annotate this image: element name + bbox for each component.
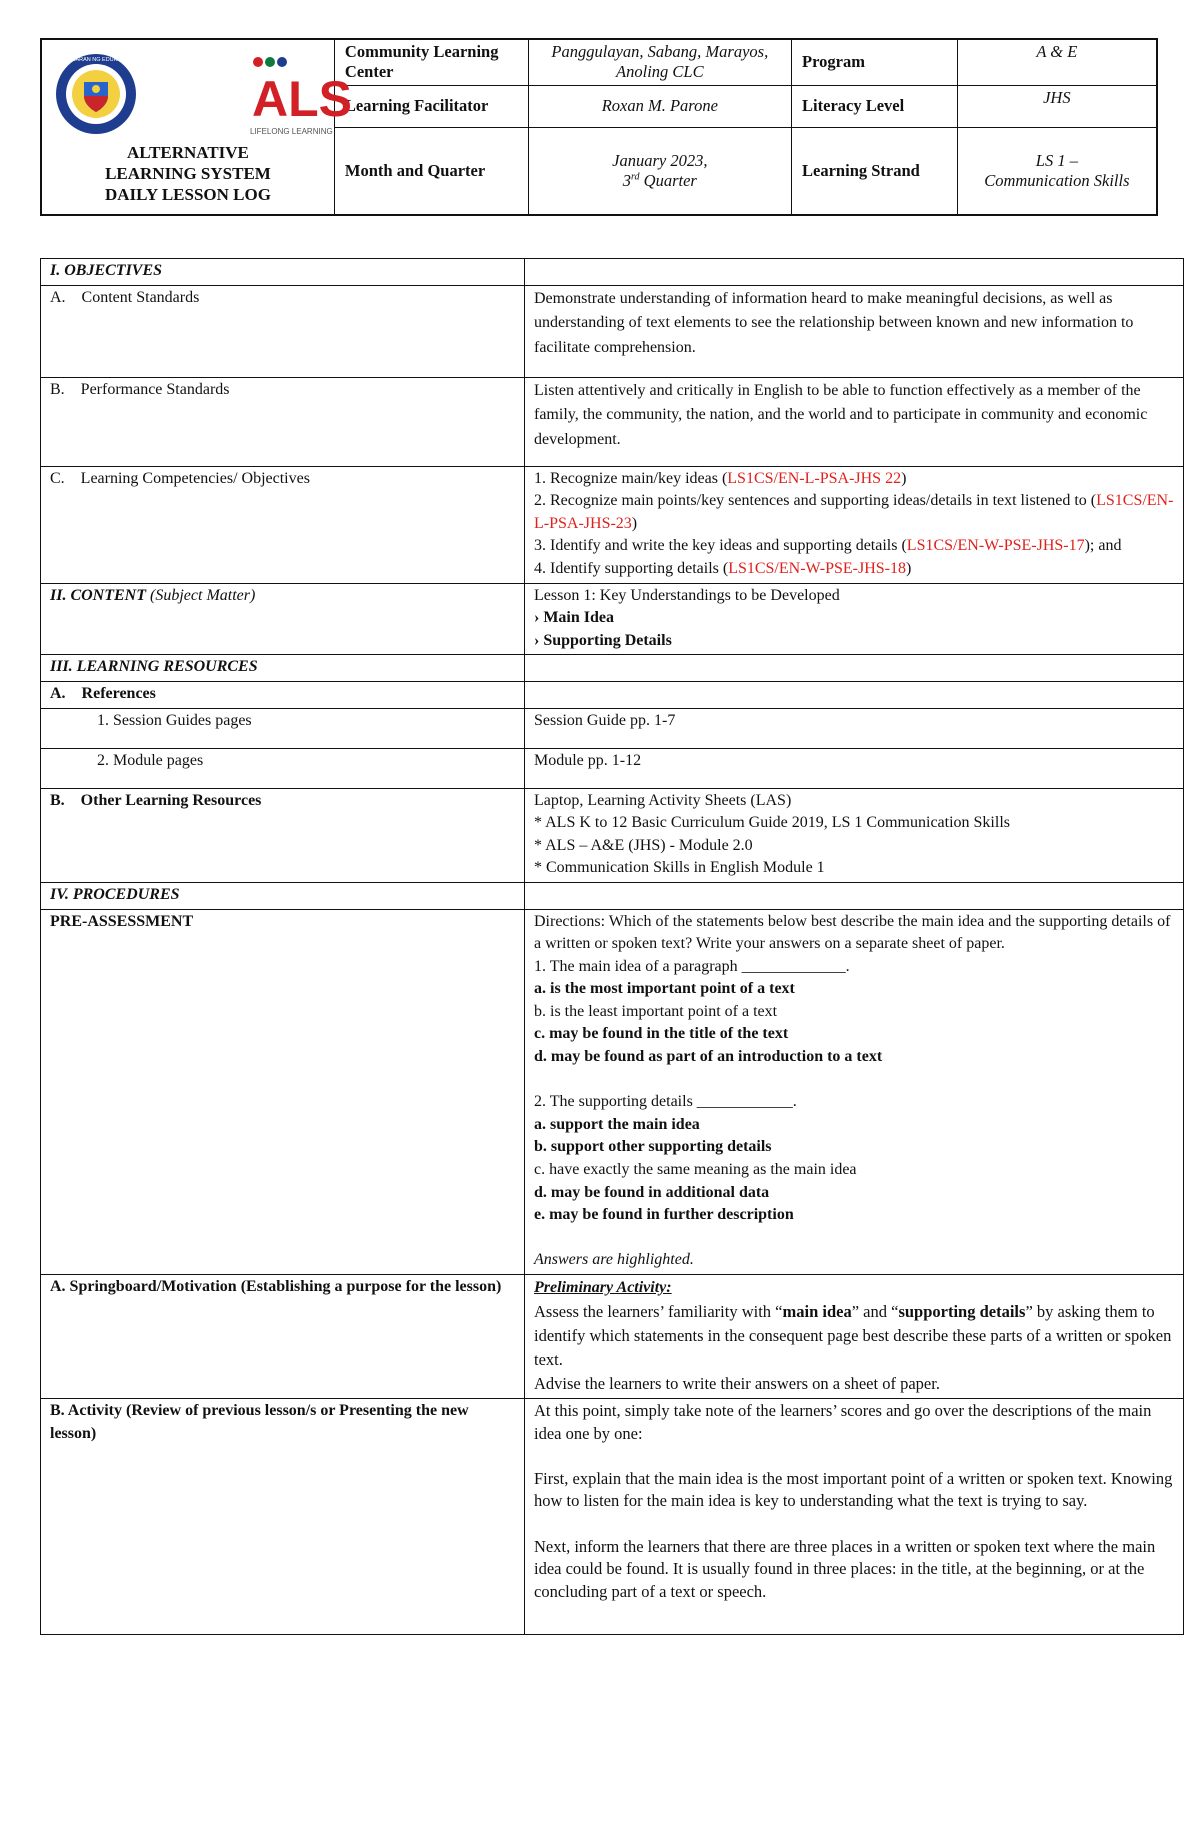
strand-value <box>957 127 1157 215</box>
resources-title: III. LEARNING RESOURCES <box>41 655 525 682</box>
clc-label: Community Learning Center <box>334 39 528 85</box>
lesson-title: Lesson 1: Key Understandings to be Developed <box>534 586 840 604</box>
table-row <box>41 259 1184 286</box>
strand-line-2: Communication Skills <box>984 170 1130 190</box>
deped-seal-icon <box>54 52 138 136</box>
objectives-title: I. OBJECTIVES <box>41 259 525 286</box>
choice: a. is the most important point of a text <box>534 980 795 998</box>
table-row <box>41 466 1184 583</box>
table-row <box>41 1275 1184 1399</box>
activity-content <box>525 1399 1184 1635</box>
springboard-label: A. Springboard/Motivation (Establishing a purpose for the lesson) <box>41 1275 525 1399</box>
table-row <box>41 788 1184 882</box>
advise-text: Advise the learners to write their answers on a sheet of paper. <box>534 1374 940 1393</box>
list-item: Laptop, Learning Activity Sheets (LAS) <box>534 791 792 809</box>
title-line: LEARNING SYSTEM <box>105 164 271 183</box>
pre-assessment-label: PRE-ASSESSMENT <box>41 909 525 1275</box>
competency-item: 4. Identify supporting details (LS1CS/EN-W-PSE-JHS-18) <box>534 559 912 577</box>
lesson-table <box>40 258 1184 1635</box>
choice: c. have exactly the same meaning as the main idea <box>534 1161 857 1179</box>
question: 2. The supporting details ____________. <box>534 1093 797 1111</box>
performance-standards-label: B. Performance Standards <box>41 377 525 466</box>
competency-item: 1. Recognize main/key ideas (LS1CS/EN-L-PSA-JHS 22) <box>534 469 907 487</box>
strand-line-1: LS 1 – <box>1035 150 1078 170</box>
pre-assessment-content <box>525 909 1184 1275</box>
facilitator-label: Learning Facilitator <box>334 85 528 127</box>
als-logo-tagline: LIFELONG LEARNING <box>250 127 333 136</box>
choice: c. may be found in the title of the text <box>534 1025 789 1043</box>
literacy-value: JHS <box>957 85 1157 127</box>
table-row <box>41 708 1184 748</box>
competencies-list <box>525 466 1184 583</box>
list-item: * ALS – A&E (JHS) - Module 2.0 <box>534 836 753 854</box>
table-row <box>41 285 1184 377</box>
content-standards-text: Demonstrate understanding of information heard to make meaningful decisions, as well as understanding of text elements to see the relationship between known and new information to facilitate comprehension. <box>525 285 1184 377</box>
month-value <box>528 127 791 215</box>
facilitator-value: Roxan M. Parone <box>528 85 791 127</box>
choice: d. may be found as part of an introduction to a text <box>534 1048 883 1066</box>
program-label: Program <box>792 39 958 85</box>
strand-label: Learning Strand <box>792 127 958 215</box>
table-row <box>41 377 1184 466</box>
springboard-content <box>525 1275 1184 1399</box>
choice: d. may be found in additional data <box>534 1183 770 1201</box>
module-pages-label: 2. Module pages <box>41 748 525 788</box>
content-item: › Supporting Details <box>534 631 672 649</box>
clc-value: Panggulayan, Sabang, Marayos, Anoling CLC <box>528 39 791 85</box>
content-item: › Main Idea <box>534 609 614 627</box>
month-line-2a: 3 <box>622 170 632 190</box>
choice: e. may be found in further description <box>534 1206 794 1224</box>
question: 1. The main idea of a paragraph _____________. <box>534 957 850 975</box>
table-row <box>41 583 1184 655</box>
paragraph: At this point, simply take note of the learners’ scores and go over the descriptions of the main idea one by one: <box>534 1401 1152 1443</box>
session-guides-label: 1. Session Guides pages <box>41 708 525 748</box>
table-row <box>41 681 1184 708</box>
module-pages-value: Module pp. 1-12 <box>525 748 1184 788</box>
month-line-2b: Quarter <box>639 170 697 190</box>
title-line: ALTERNATIVE <box>127 143 249 162</box>
preliminary-activity-title: Preliminary Activity: <box>534 1279 672 1296</box>
competencies-label: C. Learning Competencies/ Objectives <box>41 466 525 583</box>
content-details <box>525 583 1184 655</box>
procedures-title: IV. PROCEDURES <box>41 882 525 909</box>
choice: b. is the least important point of a text <box>534 1002 778 1020</box>
table-row <box>41 882 1184 909</box>
als-logo-letters: ALS <box>252 71 352 127</box>
table-row <box>41 748 1184 788</box>
table-row <box>41 909 1184 1275</box>
month-line-1: January 2023, <box>612 150 708 170</box>
performance-standards-text: Listen attentively and critically in English to be able to function effectively as a member of the family, the community, the nation, and the world and to participate in community and economic development. <box>525 377 1184 466</box>
als-logo-icon <box>248 54 358 138</box>
header-table <box>40 38 1158 216</box>
references-label: A. References <box>41 681 525 708</box>
paragraph: Next, inform the learners that there are three places in a written or spoken text where the main idea could be found. It is usually found in three places: in the title, at the beginning, or at the concluding part of a text or speech. <box>534 1536 1156 1601</box>
month-line-2sup: rd <box>631 171 640 183</box>
choice: a. support the main idea <box>534 1115 700 1133</box>
choice: b. support other supporting details <box>534 1138 772 1156</box>
competency-item: 2. Recognize main points/key sentences and supporting ideas/details in text listened to (LS1CS/EN-L-PSA-JHS-23) <box>534 492 1174 532</box>
title-line: DAILY LESSON LOG <box>104 185 271 204</box>
table-row <box>41 655 1184 682</box>
logo-cell <box>41 39 352 215</box>
assess-text: Assess the learners’ familiarity with “main idea” and “supporting details” by asking them to identify which statements in the consequent page best describe these parts of a written or spoken text. <box>534 1302 1172 1369</box>
answers-note: Answers are highlighted. <box>534 1251 694 1269</box>
table-row <box>41 1399 1184 1635</box>
list-item: * Communication Skills in English Module 1 <box>534 859 825 877</box>
content-title: II. CONTENT (Subject Matter) <box>41 583 525 655</box>
other-resources-list <box>525 788 1184 882</box>
month-label: Month and Quarter <box>334 127 528 215</box>
paragraph: First, explain that the main idea is the most important point of a written or spoken text. Knowing how to listen for the main idea is key to understanding what the text is trying to say. <box>534 1468 1173 1511</box>
competency-item: 3. Identify and write the key ideas and supporting details (LS1CS/EN-W-PSE-JHS-17); and <box>534 537 1122 555</box>
system-title <box>48 142 328 205</box>
directions: Directions: Which of the statements below best describe the main idea and the supporting details of a written or spoken text? Write your answers on a separate sheet of paper. <box>534 912 1171 953</box>
session-guides-value: Session Guide pp. 1-7 <box>525 708 1184 748</box>
literacy-label: Literacy Level <box>792 85 958 127</box>
list-item: * ALS K to 12 Basic Curriculum Guide 2019, LS 1 Communication Skills <box>534 814 1010 832</box>
seal-lettering: KAGAWARAN NG EDUKASYON <box>55 57 137 63</box>
content-standards-label: A. Content Standards <box>41 285 525 377</box>
activity-label: B. Activity (Review of previous lesson/s or Presenting the new lesson) <box>41 1399 525 1635</box>
program-value: A & E <box>957 39 1157 85</box>
other-resources-label: B. Other Learning Resources <box>41 788 525 882</box>
